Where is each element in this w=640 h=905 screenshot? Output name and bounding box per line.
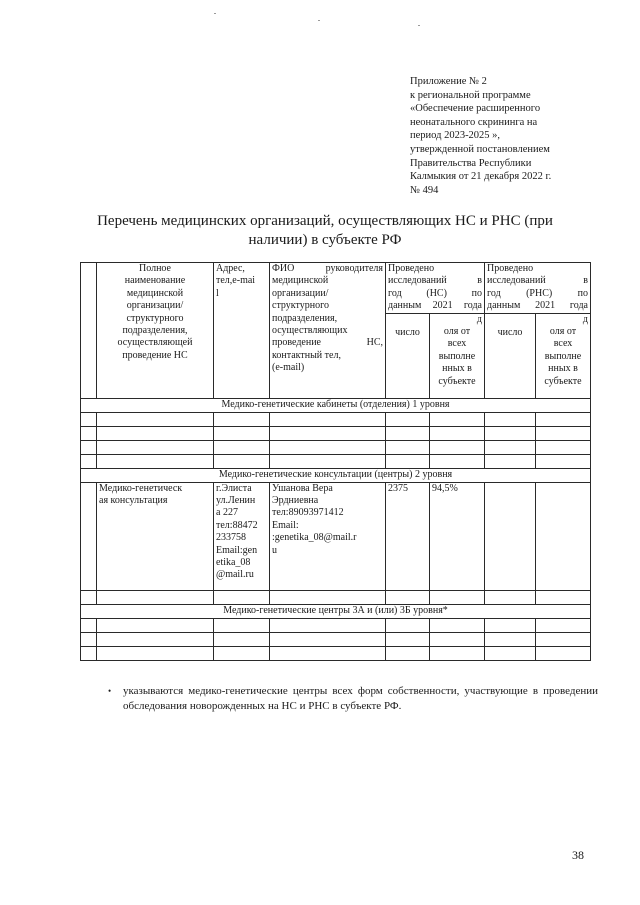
header-text: контактный тел, <box>272 349 341 361</box>
header-text: число <box>395 326 420 338</box>
annex-line: Приложение № 2 <box>410 76 487 87</box>
footnote-text: указываются медико-генетические центры всех форм собственности, участвующие в проведении обследования новорожденных на НС и РНС в субъекте РФ. <box>123 685 598 712</box>
header-text: субъекте <box>438 375 476 387</box>
empty-row <box>81 454 591 468</box>
header-text: l <box>216 287 219 299</box>
header-text: структурного <box>272 300 329 312</box>
header-text: оля от <box>549 326 577 338</box>
title-line-2: наличии) в субъекте РФ <box>248 232 402 248</box>
header-text: оля от <box>443 326 471 338</box>
header-text: всех <box>553 338 573 350</box>
header-text: Полное <box>139 263 171 274</box>
header-org-name <box>97 263 214 399</box>
header-rns-group <box>485 263 591 314</box>
cell-text: ая консультация <box>99 495 168 507</box>
cell-text: Медико-генетическ <box>99 482 183 494</box>
header-text: наименование <box>124 275 186 287</box>
scan-speck <box>214 13 216 14</box>
cell-text: Ушанова Вера <box>272 482 333 494</box>
header-text: данным 2021 года <box>487 300 588 312</box>
header-text: Адрес, <box>216 263 245 274</box>
empty-row <box>81 632 591 646</box>
cell-text: г.Элиста <box>216 482 252 494</box>
header-text: число <box>497 326 523 338</box>
scan-speck <box>418 25 420 26</box>
empty-row <box>81 618 591 632</box>
header-text: д <box>476 313 482 325</box>
header-text: год (РНС) по <box>487 287 588 299</box>
cell-text: Email: <box>272 519 299 531</box>
header-text: д <box>582 313 588 325</box>
header-text: исследований в <box>388 275 482 287</box>
header-address <box>214 263 270 399</box>
header-rns-count <box>485 313 536 398</box>
section-title: Медико-генетические консультации (центры) 2 уровня <box>81 468 591 482</box>
header-text: нных в <box>442 363 472 375</box>
header-text: год (НС) по <box>388 287 482 299</box>
header-text: Проведено <box>388 263 435 274</box>
address-cell <box>214 482 270 590</box>
page-number: 38 <box>572 848 584 862</box>
header-row <box>81 263 591 314</box>
header-text: ФИО руководителя <box>272 263 383 274</box>
header-head-contact <box>270 263 386 399</box>
header-text: проведение НС, <box>272 337 383 349</box>
section-row <box>81 398 591 412</box>
table-row <box>81 482 591 590</box>
header-text: субъекте <box>544 375 582 387</box>
rns-count-cell <box>485 482 536 590</box>
cell-text: :genetika_08@mail.r <box>272 532 357 544</box>
header-text: структурного <box>126 312 184 324</box>
header-text: выполне <box>544 350 582 362</box>
empty-row <box>81 426 591 440</box>
annex-line: неонатального скрининга на <box>410 116 538 128</box>
head-contact-cell <box>270 482 386 590</box>
cell-text: @mail.ru <box>216 569 254 581</box>
header-text: подразделения, <box>122 325 188 337</box>
annex-line: Калмыкия от 21 декабря 2022 г. <box>410 171 552 183</box>
header-text: (e-mail) <box>272 362 305 374</box>
cell-text: etika_08 <box>216 557 251 569</box>
header-text: организации/ <box>272 287 329 299</box>
cell-text: а 227 <box>216 507 238 519</box>
ns-count-cell: 2375 <box>386 482 430 590</box>
header-text: осуществляющей <box>117 337 193 349</box>
header-ns-count <box>386 313 430 398</box>
section-title: Медико-генетические кабинеты (отделения) 1 уровня <box>81 398 591 412</box>
empty-row <box>81 590 591 604</box>
annex-block <box>410 75 590 197</box>
header-text: всех <box>447 338 467 350</box>
annex-line: № 494 <box>410 184 439 196</box>
row-blank-cell <box>81 482 97 590</box>
title-line-1: Перечень медицинских организаций, осуществляющих НС и РНС (при <box>97 213 553 229</box>
section-title: Медико-генетические центры 3А и (или) 3Б уровня* <box>81 604 591 618</box>
header-text: подразделения, <box>272 312 338 324</box>
header-text: нных в <box>548 363 578 375</box>
scan-speck <box>318 20 320 21</box>
header-rns-share <box>536 313 591 398</box>
header-text: исследований в <box>487 275 588 287</box>
footnote-bullet: • <box>108 686 112 696</box>
document-title <box>90 212 560 250</box>
header-text: медицинской <box>272 275 329 287</box>
cell-text: ул.Ленин <box>216 495 256 507</box>
org-name-cell <box>97 482 214 590</box>
empty-row <box>81 646 591 660</box>
cell-text: Email:gen <box>216 544 258 556</box>
header-text: выполне <box>438 350 476 362</box>
section-row <box>81 468 591 482</box>
header-text: Проведено <box>487 263 534 274</box>
footnote <box>108 684 598 714</box>
cell-text: u <box>272 544 277 556</box>
annex-line: период 2023-2025 », <box>410 130 501 142</box>
section-row <box>81 604 591 618</box>
header-blank-cell <box>81 263 97 399</box>
annex-line: Правительства Республики <box>410 157 532 169</box>
header-ns-group <box>386 263 485 314</box>
ns-share-cell: 94,5% <box>430 482 485 590</box>
cell-text: тел:89093971412 <box>272 507 344 519</box>
empty-row <box>81 440 591 454</box>
header-text: организации/ <box>126 300 184 312</box>
empty-row <box>81 412 591 426</box>
cell-text: тел:88472 <box>216 519 258 531</box>
header-text: медицинской <box>126 287 184 299</box>
header-ns-share <box>430 313 485 398</box>
organizations-table <box>80 262 591 661</box>
annex-line: утвержденной постановлением <box>410 143 550 155</box>
annex-line: к региональной программе <box>410 89 531 101</box>
header-text: тел,e-mai <box>216 275 256 287</box>
header-text: проведение НС <box>122 349 188 361</box>
cell-text: 233758 <box>216 532 246 544</box>
cell-text: Эрдниевна <box>272 495 319 507</box>
header-text: осуществляющих <box>272 325 348 337</box>
rns-share-cell <box>536 482 591 590</box>
annex-line: «Обеспечение расширенного <box>410 103 541 115</box>
header-text: данным 2021 года <box>388 300 482 312</box>
